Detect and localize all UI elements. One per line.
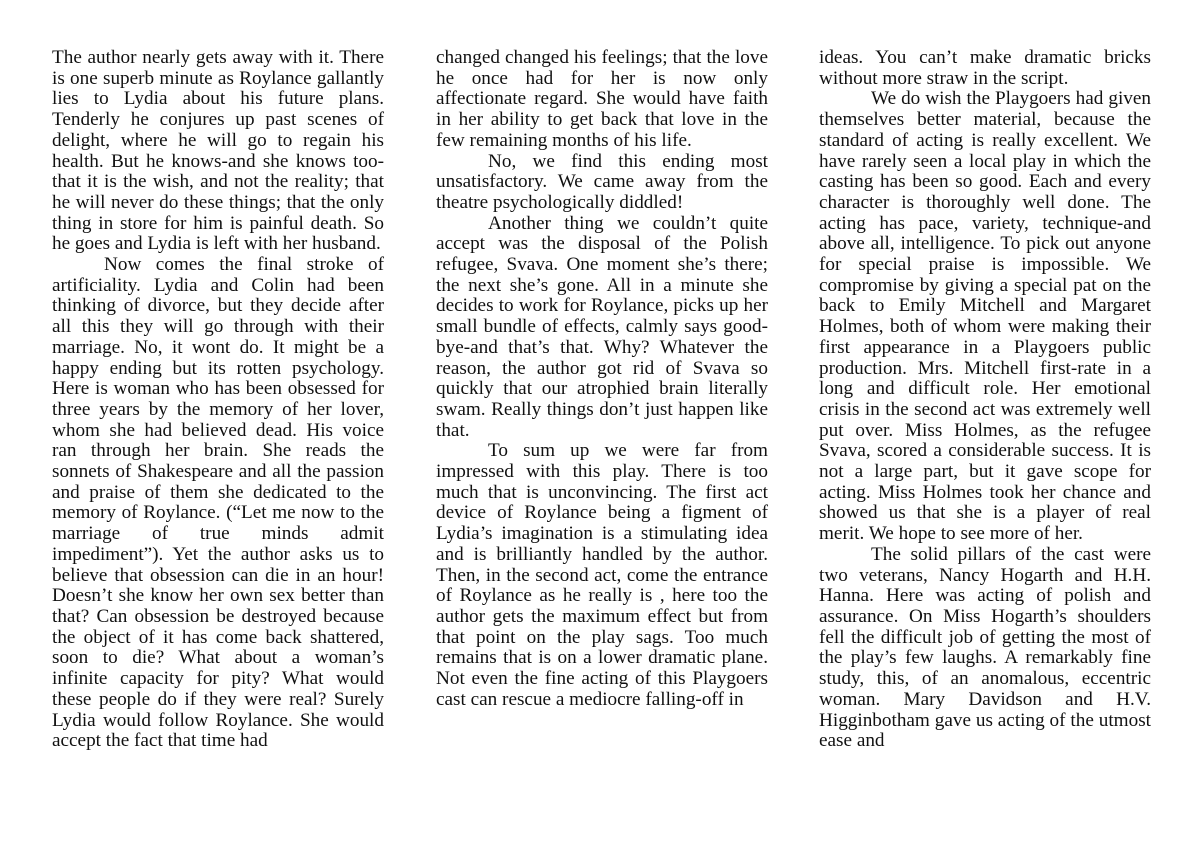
paragraph: We do wish the Playgoers had given themselves better material, because the standard of acting is really excellent. We have rarely seen a local play in which the casting has been so good. Each and every character is thoroughly well done. The acting has pace, variety, technique-and above all, intelligence. To pick out anyone for special praise is impossible. We compromise by giving a special pat on the back to Emily Mitchell and Margaret Holmes, both of whom were making their first appearance in a Playgoers public production. Mrs. Mitchell first-rate in a long and difficult role. Her emotional crisis in the second act was extremely well put over. Miss Holmes, as the refugee Svava, scored a considerable success. It is not a large part, but it gave scope for acting. Miss Holmes took her chance and showed us that she is a player of real merit. We hope to see more of her. (819, 88, 1151, 545)
paragraph: Another thing we couldn’t quite accept was the disposal of the Polish refugee, Svava. One moment she’s there; the next she’s gone. All in a minute she decides to work for Roylance, picks up her small bundle of effects, calmly says good-bye-and that’s that. Why? Whatever the reason, the author got rid of Svava so quickly that our atrophied brain literally swam. Really things don’t just happen like that. (436, 212, 768, 441)
paragraph: The author nearly gets away with it. There is one superb minute as Roylance gallantly lies to Lydia about his future plans. Tenderly he conjures up past scenes of delight, where he will go to regain his health. But he knows-and she knows too-that it is the wish, and not the reality; that he will never do these things; that the only thing in store for him is painful death. So he goes and Lydia is left with her husband. (52, 47, 384, 255)
paragraph: ideas. You can’t make dramatic bricks without more straw in the script. (819, 47, 1151, 89)
paragraph: To sum up we were far from impressed with this play. There is too much that is unconvincing. The first act device of Roylance being a figment of Lydia’s imagination is a stimulating idea and is brilliantly handled by the author. Then, in the second act, come the entrance of Roylance as he really is , here too the author gets the maximum effect but from that point on the play sags. Too much remains that is on a lower dramatic plane. Not even the fine acting of this Playgoers cast can rescue a mediocre falling-off in (436, 440, 768, 710)
paragraph: changed changed his feelings; that the love he once had for her is now only affectionate regard. She would have faith in her ability to get back that love in the few remaining months of his life. (436, 47, 768, 151)
text-column-middle (436, 48, 768, 711)
paragraph: No, we find this ending most unsatisfactory. We came away from the theatre psychologically diddled! (436, 150, 768, 213)
paragraph: Now comes the final stroke of artificiality. Lydia and Colin had been thinking of divorce, but they decide after all this they will go through with their marriage. No, it wont do. It might be a happy ending but its rotten psychology. Here is woman who has been obsessed for three years by the memory of her lover, whom she had believed dead. His voice ran through her brain. She reads the sonnets of Shakespeare and all the passion and praise of them she dedicated to the memory of Roylance. (“Let me now to the marriage of true minds admit impediment”). Yet the author asks us to believe that obsession can die in an hour! Doesn’t she know her own sex better than that? Can obsession be destroyed because the object of it has come back shattered, soon to die? What about a woman’s infinite capacity for pity? What would these people do if they were real? Surely Lydia would follow Roylance. She would accept the fact that time had (52, 254, 384, 752)
text-column-right (819, 48, 1151, 752)
text-column-left (52, 48, 384, 752)
paragraph: The solid pillars of the cast were two veterans, Nancy Hogarth and H.H. Hanna. Here was acting of polish and assurance. On Miss Hogarth’s shoulders fell the difficult job of getting the most of the play’s few laughs. A remarkably fine study, this, of an anomalous, eccentric woman. Mary Davidson and H.V. Higginbotham gave us acting of the utmost ease and (819, 543, 1151, 752)
